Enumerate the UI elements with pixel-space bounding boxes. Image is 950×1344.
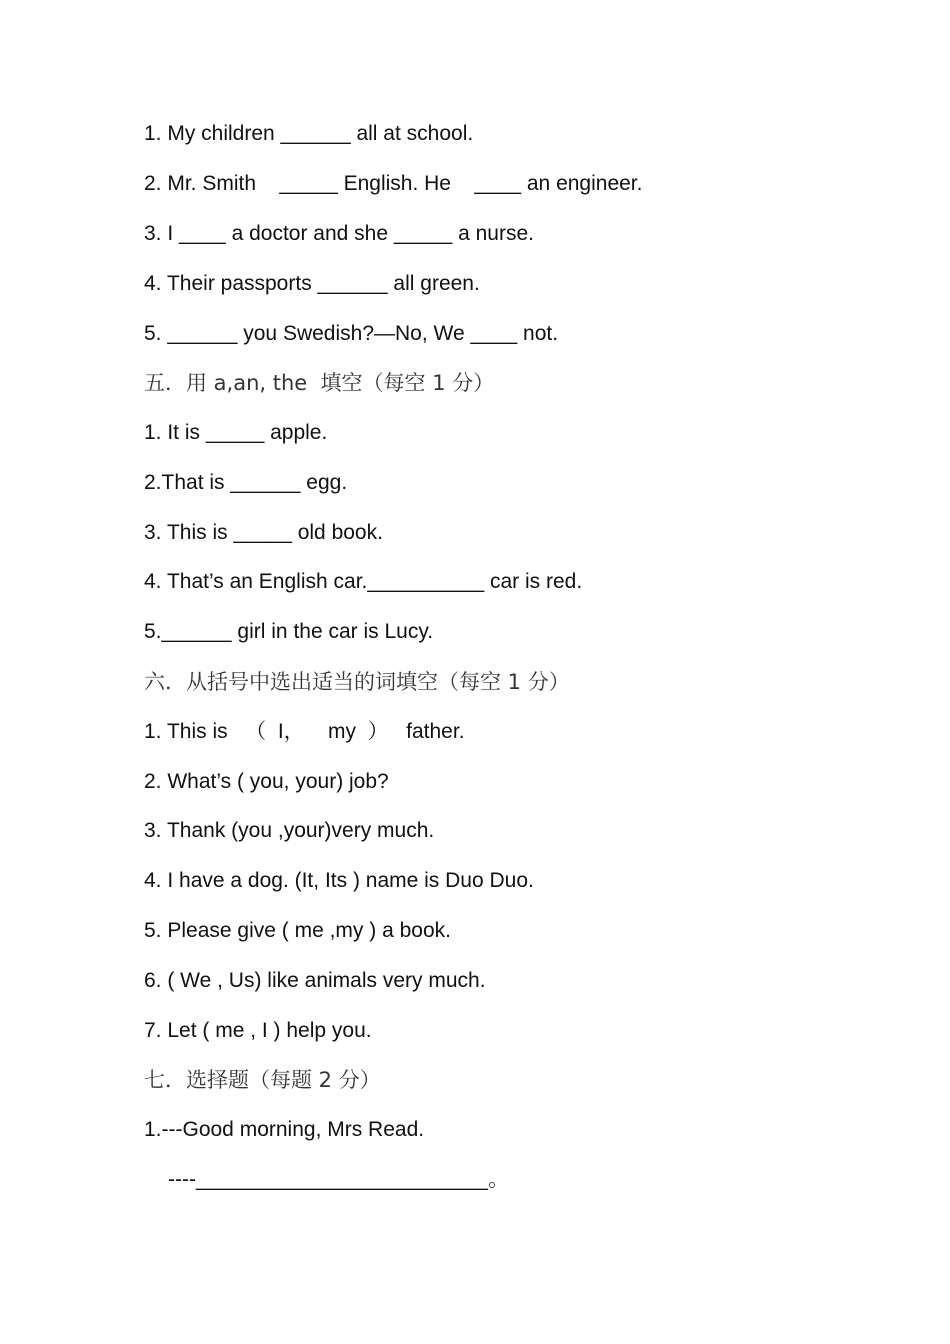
exercise-4-item-3: 3. I ____ a doctor and she _____ a nurse. (144, 222, 534, 245)
section-7-item-1-answer-blank: ----_________________________。 (168, 1168, 509, 1191)
section-5-item-5: 5.______ girl in the car is Lucy. (144, 620, 434, 643)
exercise-4-item-5: 5. ______ you Swedish?—No, We ____ not. (144, 322, 559, 345)
section-5-item-2: 2.That is ______ egg. (144, 471, 348, 494)
section-6-item-7: 7. Let ( me , I ) help you. (144, 1019, 372, 1042)
section-7-item-1-prompt: 1.---Good morning, Mrs Read. (144, 1118, 425, 1141)
section-5-item-1: 1. It is _____ apple. (144, 421, 328, 444)
section-5-item-3: 3. This is _____ old book. (144, 521, 383, 544)
section-6-item-3: 3. Thank (you ,your)very much. (144, 819, 435, 842)
exercise-4-item-4: 4. Their passports ______ all green. (144, 272, 480, 295)
section-6-item-1: 1. This is （ I， my ） father. (144, 720, 465, 743)
section-6-heading: 六．从括号中选出适当的词填空（每空 1 分） (144, 670, 570, 694)
section-7-heading: 七．选择题（每题 2 分） (144, 1068, 381, 1092)
section-6-item-5: 5. Please give ( me ,my ) a book. (144, 919, 451, 942)
section-6-item-4: 4. I have a dog. (It, Its ) name is Duo Duo. (144, 869, 534, 892)
exercise-4-item-1: 1. My children ______ all at school. (144, 122, 474, 145)
section-6-item-2: 2. What’s ( you, your) job? (144, 770, 389, 793)
section-5-item-4: 4. That’s an English car.__________ car is red. (144, 570, 583, 593)
section-5-heading: 五．用 a,an, the 填空（每空 1 分） (144, 371, 495, 395)
section-6-item-6: 6. ( We , Us) like animals very much. (144, 969, 486, 992)
exercise-4-item-2: 2. Mr. Smith _____ English. He ____ an engineer. (144, 172, 643, 195)
